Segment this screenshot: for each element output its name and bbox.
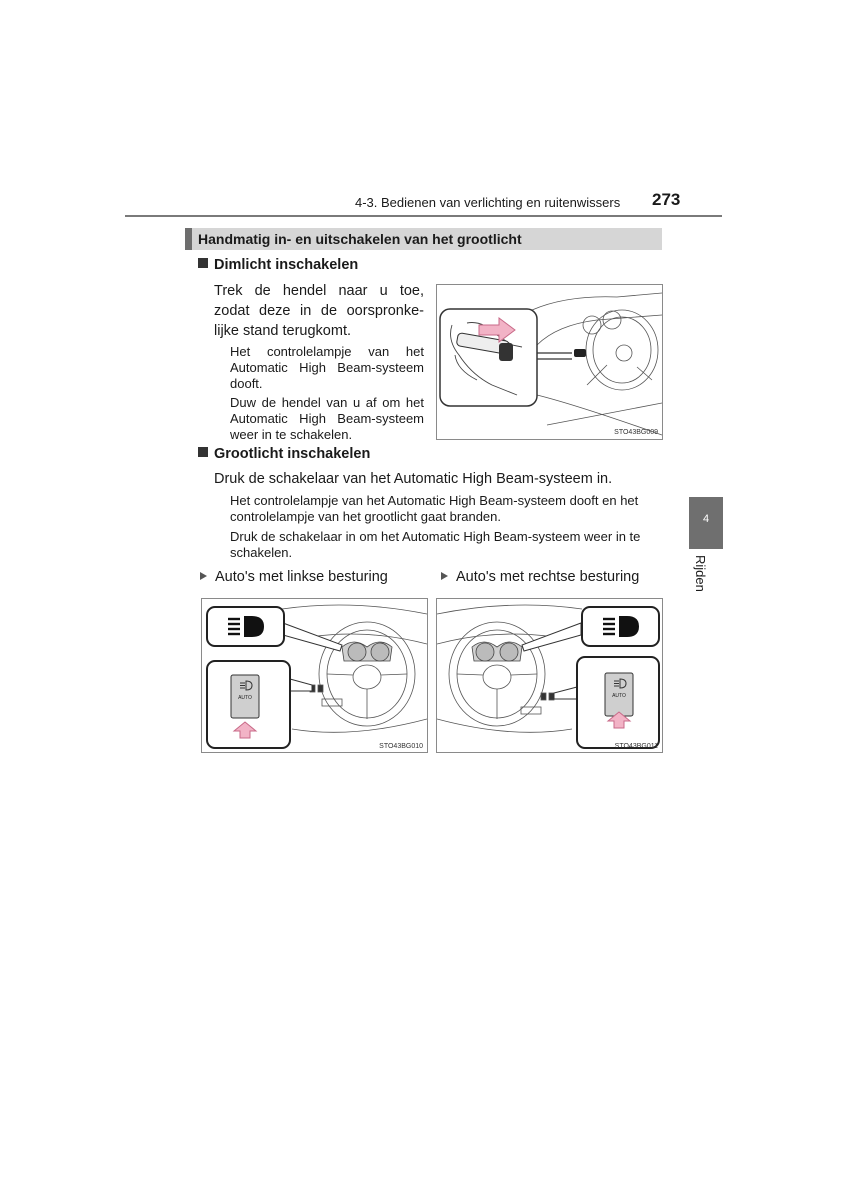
note-line: Het controlelampje van het	[230, 344, 424, 359]
note-line: Automatic High Beam-systeem	[230, 360, 424, 375]
dimlicht-note-1	[230, 344, 424, 392]
figure-left-hand-drive	[201, 598, 428, 753]
chapter-number: 4	[702, 513, 710, 525]
auto-button-text: AUTO	[238, 695, 252, 701]
figure-code: STO43BG010	[379, 743, 423, 750]
figure-code: STO43BG009	[614, 429, 658, 436]
chapter-label	[690, 555, 714, 595]
page-number: 273	[652, 190, 681, 209]
right-hand-drive-illustration	[437, 599, 662, 752]
dimlicht-note-2	[230, 395, 424, 443]
header-rule	[125, 215, 722, 217]
auto-button-text: AUTO	[612, 693, 626, 699]
figure-right-hand-drive	[436, 598, 663, 753]
figure-code: STO43BG011	[614, 743, 658, 750]
dimlicht-line-2: zodat deze in de oorspronke-	[214, 303, 424, 319]
note-line: controlelampje van het grootlicht gaat branden.	[230, 509, 502, 524]
triangle-bullet-icon	[200, 572, 207, 580]
note-line: Duw de hendel van u af om het	[230, 395, 424, 410]
right-hand-drive-label	[441, 567, 639, 587]
right-label-text: Auto's met rechtse besturing	[456, 569, 640, 585]
grootlicht-note-1	[230, 493, 662, 525]
chapter-label-text: Rijden	[693, 555, 708, 592]
grootlicht-heading-text: Grootlicht inschakelen	[214, 446, 371, 462]
square-bullet-icon	[198, 258, 208, 268]
dimlicht-line-3: lijke stand terugkomt.	[214, 323, 352, 339]
grootlicht-note-2	[230, 529, 662, 561]
left-hand-drive-illustration	[202, 599, 427, 752]
dimlicht-instruction	[214, 281, 424, 341]
note-line: schakelen.	[230, 545, 293, 560]
figure-lever-illustration	[436, 284, 663, 440]
section-title: Handmatig in- en uitschakelen van het grootlicht	[198, 231, 522, 247]
left-hand-drive-label	[200, 567, 388, 587]
note-line: weer in te schakelen.	[230, 427, 353, 442]
running-header: 4-3. Bedienen van verlichting en ruitenwissers	[355, 195, 621, 210]
grootlicht-heading	[198, 446, 370, 462]
triangle-bullet-icon	[441, 572, 448, 580]
note-line: Automatic High Beam-systeem	[230, 411, 424, 426]
note-line: Het controlelampje van het Automatic High Beam-systeem dooft en het	[230, 493, 639, 508]
note-line: dooft.	[230, 376, 263, 391]
dimlicht-heading	[198, 257, 358, 273]
left-label-text: Auto's met linkse besturing	[215, 569, 388, 585]
lever-illustration	[437, 285, 662, 439]
dimlicht-line-1: Trek de hendel naar u toe,	[214, 283, 424, 299]
dimlicht-heading-text: Dimlicht inschakelen	[214, 257, 359, 273]
square-bullet-icon	[198, 447, 208, 457]
grootlicht-instruction: Druk de schakelaar van het Automatic High Beam-systeem in.	[214, 471, 613, 487]
note-line: Druk de schakelaar in om het Automatic High Beam-systeem weer in te	[230, 529, 641, 544]
